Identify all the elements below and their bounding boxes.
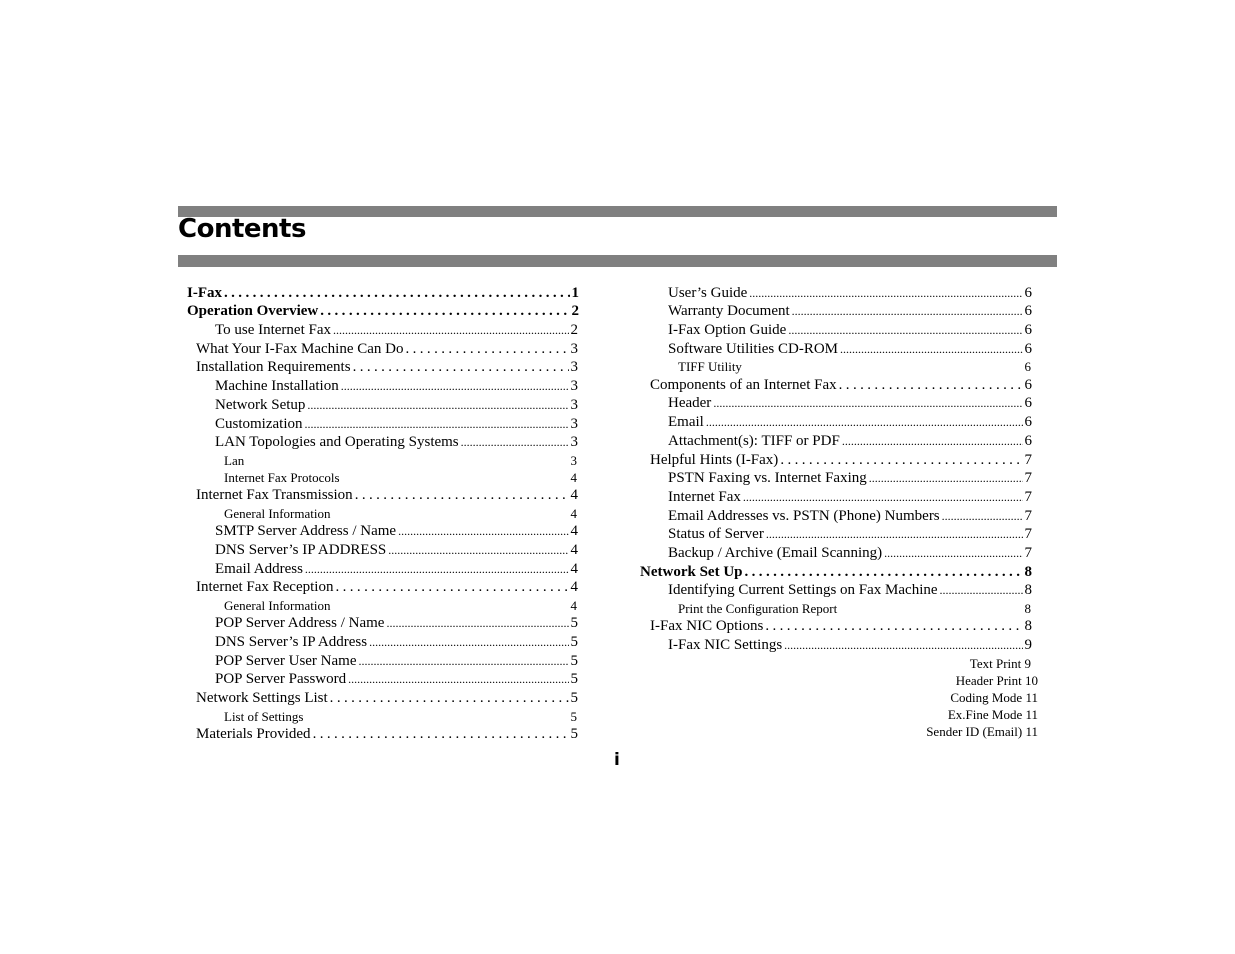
toc-leader — [942, 507, 1023, 525]
toc-page: 6 — [1024, 341, 1032, 357]
toc-label: Network Setup — [215, 397, 306, 413]
toc-page: 3 — [570, 341, 578, 357]
toc-label: Ex.Fine Mode — [947, 707, 1023, 722]
toc-label: Text Print — [969, 656, 1022, 671]
toc-leader — [792, 302, 1023, 320]
toc-entry[interactable] — [650, 617, 1032, 635]
toc-entry[interactable] — [668, 302, 1032, 320]
toc-entry[interactable] — [215, 377, 578, 395]
toc-entry[interactable] — [668, 469, 1032, 487]
toc-label: To use Internet Fax — [215, 322, 332, 338]
toc-label: I-Fax Option Guide — [668, 322, 787, 338]
toc-label: Identifying Current Settings on Fax Machine — [668, 582, 938, 598]
toc-label: Backup / Archive (Email Scanning) — [668, 545, 883, 561]
toc-page: 3 — [570, 434, 578, 450]
toc-entry[interactable] — [215, 560, 578, 578]
toc-page: 1 — [571, 285, 579, 301]
toc-page: 2 — [570, 322, 578, 338]
toc-page: 5 — [570, 671, 578, 687]
toc-leader — [745, 563, 1023, 581]
toc-page: 3 — [570, 416, 578, 432]
toc-page: 10 — [1025, 673, 1038, 688]
toc-entry[interactable] — [224, 597, 577, 615]
toc-entry[interactable] — [678, 600, 1031, 618]
toc-page: 4 — [570, 579, 578, 595]
toc-label: List of Settings — [224, 709, 304, 724]
toc-entry[interactable] — [850, 706, 1038, 724]
toc-leader — [353, 358, 569, 376]
toc-label: Internet Fax Reception — [196, 579, 334, 595]
toc-page: 8 — [1024, 564, 1032, 580]
toc-entry[interactable] — [224, 708, 577, 726]
toc-leader — [359, 652, 569, 670]
toc-entry[interactable] — [215, 670, 578, 688]
toc-page: 11 — [1025, 690, 1038, 705]
toc-page: 7 — [1024, 508, 1032, 524]
toc-leader — [713, 394, 1022, 412]
toc-leader — [765, 617, 1022, 635]
toc-entry[interactable] — [215, 433, 578, 451]
toc-page: 7 — [1024, 452, 1032, 468]
page-title: Contents — [178, 214, 306, 244]
toc-label: Email Addresses vs. PSTN (Phone) Numbers — [668, 508, 940, 524]
toc-leader — [355, 486, 569, 504]
toc-leader — [369, 633, 568, 651]
toc-entry[interactable] — [650, 451, 1032, 469]
toc-label: Header — [668, 395, 712, 411]
toc-leader — [405, 340, 568, 358]
toc-label: Email Address — [215, 561, 303, 577]
toc-page: 8 — [1024, 601, 1031, 616]
toc-entry[interactable] — [215, 541, 578, 559]
toc-leader — [398, 522, 568, 540]
toc-entry[interactable] — [196, 725, 578, 743]
toc-page: 5 — [570, 653, 578, 669]
toc-page: 9 — [1024, 637, 1032, 653]
toc-page: 6 — [1024, 303, 1032, 319]
toc-entry[interactable] — [224, 505, 577, 523]
toc-entry[interactable] — [668, 581, 1032, 599]
toc-page: 2 — [571, 303, 579, 319]
toc-entry-ifax[interactable] — [187, 284, 579, 302]
toc-entry[interactable] — [668, 432, 1032, 450]
toc-entry[interactable] — [196, 358, 578, 376]
toc-page: 9 — [1024, 656, 1031, 671]
toc-page: 3 — [570, 359, 578, 375]
toc-leader — [333, 321, 568, 339]
toc-page: 6 — [1024, 433, 1032, 449]
toc-label: I-Fax NIC Settings — [668, 637, 783, 653]
toc-label: General Information — [224, 506, 331, 521]
toc-label: I-Fax — [187, 285, 222, 301]
toc-leader — [839, 376, 1023, 394]
toc-page: 3 — [570, 453, 577, 468]
toc-leader — [330, 689, 569, 707]
toc-label: Email — [668, 414, 704, 430]
toc-entry-operation-overview[interactable] — [187, 302, 579, 320]
toc-page: 3 — [570, 378, 578, 394]
toc-page: 4 — [570, 506, 577, 521]
toc-label: General Information — [224, 598, 331, 613]
toc-label: Internet Fax — [668, 489, 741, 505]
toc-leader — [842, 432, 1023, 450]
toc-label: Customization — [215, 416, 303, 432]
toc-entry[interactable] — [224, 469, 577, 487]
toc-leader — [341, 377, 569, 395]
toc-page: 7 — [1024, 545, 1032, 561]
toc-entry-network-set-up[interactable] — [640, 563, 1032, 581]
toc-entry[interactable] — [215, 652, 578, 670]
toc-label: LAN Topologies and Operating Systems — [215, 434, 459, 450]
toc-leader — [940, 581, 1023, 599]
header-rule-top — [178, 206, 1057, 217]
toc-page: 5 — [570, 709, 577, 724]
toc-page: 4 — [570, 470, 577, 485]
toc-entry[interactable] — [224, 452, 577, 470]
toc-leader — [335, 578, 568, 596]
toc-entry[interactable] — [668, 525, 1032, 543]
toc-page: 8 — [1024, 582, 1032, 598]
toc-label: DNS Server’s IP ADDRESS — [215, 542, 387, 558]
page-number: i — [614, 750, 620, 770]
toc-leader — [788, 321, 1022, 339]
toc-leader — [706, 413, 1023, 431]
toc-entry[interactable] — [668, 284, 1032, 302]
toc-entry[interactable] — [215, 633, 578, 651]
toc-label: DNS Server’s IP Address — [215, 634, 368, 650]
toc-label: Header Print — [955, 673, 1022, 688]
toc-leader — [348, 670, 568, 688]
toc-label: Sender ID (Email) — [926, 724, 1023, 739]
toc-page: 5 — [570, 690, 578, 706]
toc-entry[interactable] — [668, 321, 1032, 339]
toc-label: Operation Overview — [187, 303, 319, 319]
toc-page: 6 — [1024, 285, 1032, 301]
toc-page: 4 — [570, 523, 578, 539]
toc-page: 5 — [570, 634, 578, 650]
toc-entry[interactable] — [215, 415, 578, 433]
toc-leader — [784, 636, 1022, 654]
toc-page: 4 — [570, 542, 578, 558]
toc-entry[interactable] — [215, 396, 578, 414]
toc-page: 11 — [1025, 724, 1038, 739]
toc-label: Lan — [224, 453, 245, 468]
header-rule-bottom — [178, 255, 1057, 267]
toc-label: Internet Fax Protocols — [224, 470, 340, 485]
toc-page: 11 — [1025, 707, 1038, 722]
toc-entry[interactable] — [215, 614, 578, 632]
toc-label: PSTN Faxing vs. Internet Faxing — [668, 470, 867, 486]
toc-label: Machine Installation — [215, 378, 339, 394]
toc-page: 7 — [1024, 489, 1032, 505]
toc-entry[interactable] — [650, 376, 1032, 394]
toc-page: 5 — [570, 615, 578, 631]
toc-page: 8 — [1024, 618, 1032, 634]
toc-label: Software Utilities CD-ROM — [668, 341, 838, 357]
toc-leader — [305, 415, 569, 433]
toc-entry[interactable] — [850, 672, 1038, 690]
toc-page: 6 — [1024, 414, 1032, 430]
toc-label: Warranty Document — [668, 303, 790, 319]
toc-leader — [386, 614, 568, 632]
toc-label: TIFF Utility — [678, 359, 742, 374]
toc-leader — [884, 544, 1022, 562]
toc-leader — [305, 560, 569, 578]
toc-leader — [766, 525, 1023, 543]
toc-entry[interactable] — [678, 358, 1031, 376]
toc-label: Network Set Up — [640, 564, 743, 580]
toc-page: 6 — [1024, 359, 1031, 374]
toc-leader — [307, 396, 568, 414]
toc-entry[interactable] — [215, 522, 578, 540]
toc-leader — [313, 725, 569, 743]
toc-label: Attachment(s): TIFF or PDF — [668, 433, 840, 449]
toc-label: User’s Guide — [668, 285, 748, 301]
toc-page: 6 — [1024, 395, 1032, 411]
toc-entry[interactable] — [850, 689, 1038, 707]
toc-entry[interactable] — [196, 578, 578, 596]
toc-leader — [780, 451, 1022, 469]
toc-label: POP Server User Name — [215, 653, 357, 669]
toc-label: What Your I-Fax Machine Can Do — [196, 341, 404, 357]
toc-page: 4 — [570, 598, 577, 613]
toc-label: Print the Configuration Report — [678, 601, 838, 616]
toc-label: I-Fax NIC Options — [650, 618, 764, 634]
toc-label: POP Server Address / Name — [215, 615, 385, 631]
toc-label: Coding Mode — [950, 690, 1023, 705]
toc-entry[interactable] — [196, 486, 578, 504]
toc-entry[interactable] — [668, 340, 1032, 358]
toc-entry[interactable] — [668, 413, 1032, 431]
toc-entry[interactable] — [196, 689, 578, 707]
toc-entry[interactable] — [668, 544, 1032, 562]
toc-page: 7 — [1024, 526, 1032, 542]
toc-page: 5 — [570, 726, 578, 742]
toc-leader — [224, 284, 570, 302]
toc-entry[interactable] — [668, 636, 1032, 654]
toc-leader — [840, 340, 1023, 358]
toc-entry[interactable] — [215, 321, 578, 339]
toc-entry[interactable] — [668, 488, 1032, 506]
toc-entry[interactable] — [668, 507, 1032, 525]
toc-label: Materials Provided — [196, 726, 311, 742]
toc-entry[interactable] — [850, 723, 1038, 741]
toc-leader — [869, 469, 1023, 487]
toc-label: Components of an Internet Fax — [650, 377, 837, 393]
toc-entry[interactable] — [850, 655, 1031, 673]
toc-label: Internet Fax Transmission — [196, 487, 353, 503]
toc-leader — [388, 541, 568, 559]
toc-page: 7 — [1024, 470, 1032, 486]
toc-leader — [749, 284, 1022, 302]
toc-label: Installation Requirements — [196, 359, 351, 375]
toc-leader — [320, 302, 569, 320]
toc-label: Helpful Hints (I-Fax) — [650, 452, 779, 468]
toc-label: Status of Server — [668, 526, 764, 542]
toc-page: 6 — [1024, 377, 1032, 393]
toc-page: 6 — [1024, 322, 1032, 338]
toc-entry[interactable] — [196, 340, 578, 358]
toc-page: 3 — [570, 397, 578, 413]
toc-page: 4 — [570, 561, 578, 577]
toc-page: 4 — [570, 487, 578, 503]
toc-label: POP Server Password — [215, 671, 347, 687]
toc-label: Network Settings List — [196, 690, 328, 706]
toc-label: SMTP Server Address / Name — [215, 523, 397, 539]
toc-entry[interactable] — [668, 394, 1032, 412]
toc-leader — [461, 433, 569, 451]
toc-leader — [743, 488, 1023, 506]
